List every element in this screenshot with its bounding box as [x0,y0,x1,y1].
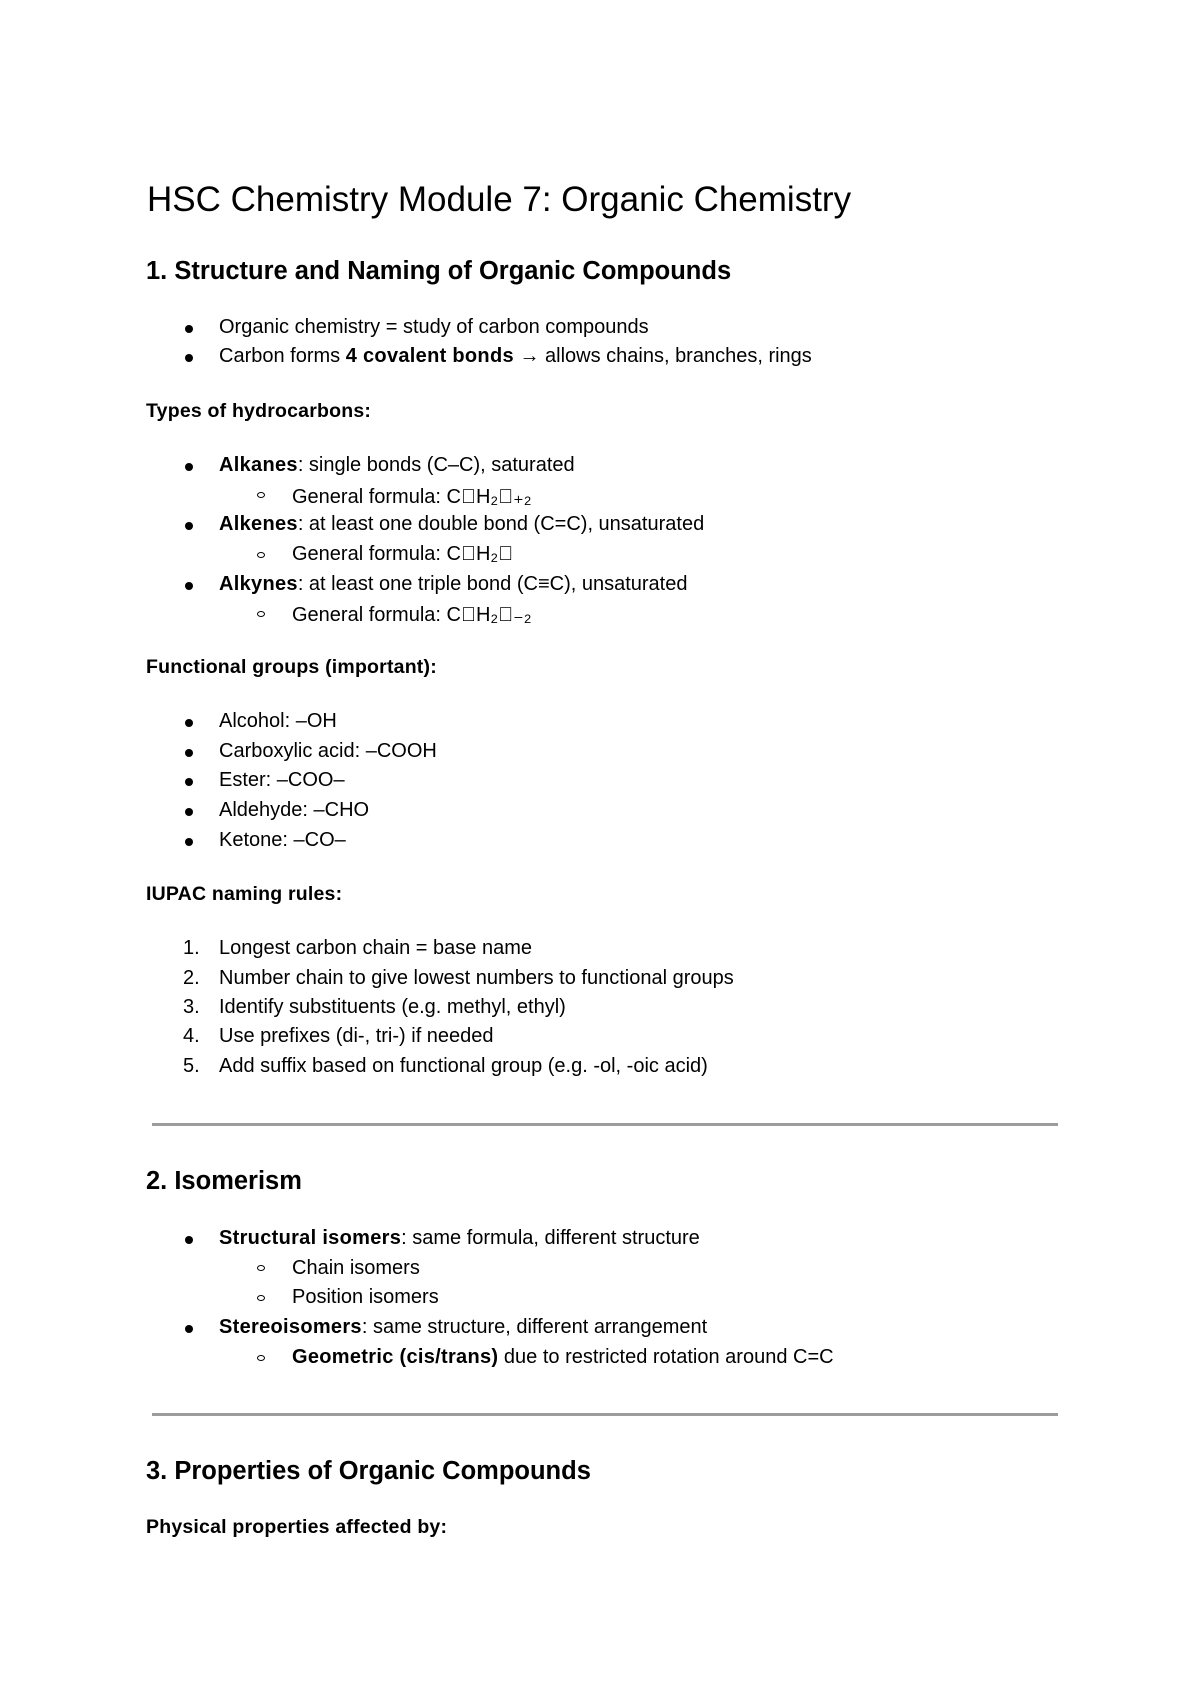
divider [152,1413,1058,1416]
list-item: Number chain to give lowest numbers to functional groups [219,967,734,989]
hydrocarbons-heading: Types of hydrocarbons: [146,400,372,422]
bullet-icon [185,749,193,757]
list-item: Use prefixes (di-, tri-) if needed [219,1025,494,1047]
list-number: 1. [183,937,200,959]
section-1-heading: 1. Structure and Naming of Organic Compounds [146,257,732,285]
list-item: Organic chemistry = study of carbon compounds [219,316,649,338]
section-3-heading: 3. Properties of Organic Compounds [146,1457,591,1485]
list-item: Add suffix based on functional group (e.g. -ol, -oic acid) [219,1055,708,1077]
list-number: 2. [183,967,200,989]
list-item: Aldehyde: –CHO [219,799,370,821]
list-number: 5. [183,1055,200,1077]
list-number: 3. [183,996,200,1018]
list-item-geometric: Geometric (cis/trans) due to restricted rotation around C=C [292,1346,834,1368]
list-item: Carboxylic acid: –COOH [219,740,437,762]
sub-bullet-icon [257,1265,265,1271]
formula-alkenes: General formula: C⃒H₂⃒ [292,543,514,565]
bullet-icon [185,838,193,846]
page-title: HSC Chemistry Module 7: Organic Chemistry [147,180,852,219]
list-item-stereo: Stereoisomers: same structure, different arrangement [219,1316,708,1338]
list-number: 4. [183,1025,200,1047]
bullet-icon [185,778,193,786]
list-item: Position isomers [292,1286,439,1308]
bullet-icon [185,1236,193,1244]
sub-bullet-icon [257,552,265,558]
list-item: Identify substituents (e.g. methyl, ethyl) [219,996,566,1018]
list-item: Chain isomers [292,1257,420,1279]
section-2-heading: 2. Isomerism [146,1167,302,1195]
bullet-icon [185,463,193,471]
bullet-icon [185,325,193,333]
list-item: Ketone: –CO– [219,829,346,851]
sub-bullet-icon [257,492,265,498]
list-item: Carbon forms 4 covalent bonds → allows chains, branches, rings [219,345,812,367]
formula-alkanes: General formula: C⃒H₂⃒₊₂ [292,486,532,508]
bullet-icon [185,354,193,362]
list-item-alkanes: Alkanes: single bonds (C–C), saturated [219,454,575,476]
list-item-alkynes: Alkynes: at least one triple bond (C≡C), unsaturated [219,573,688,595]
sub-bullet-icon [257,1355,265,1361]
iupac-heading: IUPAC naming rules: [146,883,343,905]
bullet-icon [185,808,193,816]
list-item: Alcohol: –OH [219,710,337,732]
bullet-icon [185,522,193,530]
sub-bullet-icon [257,611,265,617]
list-item: Ester: –COO– [219,769,345,791]
divider [152,1123,1058,1126]
functional-groups-heading: Functional groups (important): [146,656,437,678]
bullet-icon [185,719,193,727]
sub-bullet-icon [257,1295,265,1301]
physical-properties-heading: Physical properties affected by: [146,1516,448,1538]
bullet-icon [185,1325,193,1333]
list-item-alkenes: Alkenes: at least one double bond (C=C), unsaturated [219,513,705,535]
list-item: Longest carbon chain = base name [219,937,532,959]
bullet-icon [185,582,193,590]
list-item-structural: Structural isomers: same formula, different structure [219,1227,700,1249]
formula-alkynes: General formula: C⃒H₂⃒₋₂ [292,604,532,626]
